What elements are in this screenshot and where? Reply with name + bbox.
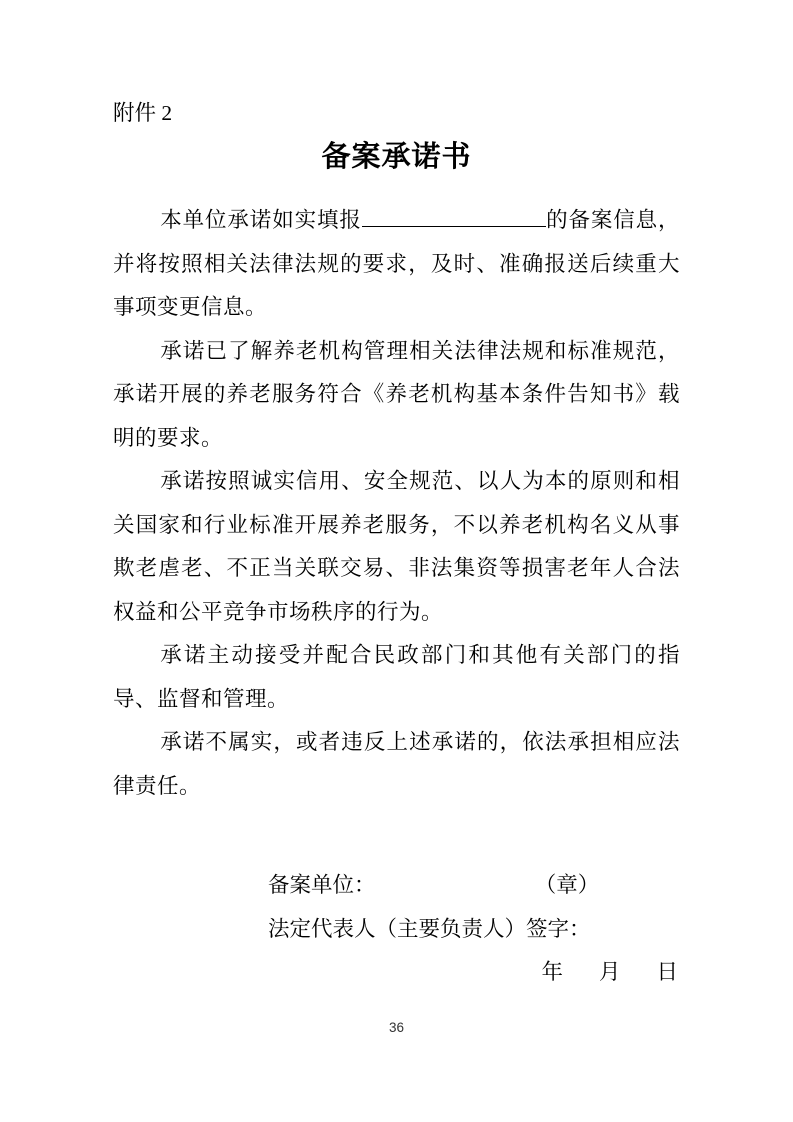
legal-representative-label: 法定代表人（主要负责人）签字：: [268, 916, 591, 941]
fill-in-blank-underline: [362, 205, 546, 228]
paragraph-regulations: 承诺已了解养老机构管理相关法律法规和标准规范，承诺开展的养老服务符合《养老机构基本条件告知书》载明的要求。: [113, 338, 680, 450]
paragraph-principles: 承诺按照诚实信用、安全规范、以人为本的原则和相关国家和行业标准开展养老服务，不以养老机构名义从事欺老虐老、不正当关联交易、非法集资等损害老年人合法权益和公平竞争市场秩序的行为。: [113, 469, 680, 624]
paragraph-commitment-filing: [113, 199, 680, 330]
document-body: [113, 199, 680, 808]
paragraph-text-after-blank: 的备案信息，并将按照相关法律法规的要求，及时、准确报送后续重大事项变更信息。: [113, 208, 680, 319]
document-title: 备案承诺书: [321, 141, 472, 173]
paragraph-liability: 承诺不属实，或者违反上述承诺的，依法承担相应法律责任。: [113, 730, 680, 798]
document-content: [0, 99, 793, 995]
date-month-label: 月: [598, 960, 621, 984]
attachment-label: 附件 2: [113, 101, 173, 125]
seal-label: （章）: [545, 873, 600, 897]
date-year-label: 年: [541, 960, 563, 984]
paragraph-text-before-blank: 本单位承诺如实填报: [160, 208, 362, 232]
signature-representative-row: [268, 908, 680, 952]
paragraph-supervision: 承诺主动接受并配合民政部门和其他有关部门的指导、监督和管理。: [113, 643, 680, 711]
signature-date-row: [268, 951, 680, 995]
signature-block: [268, 864, 680, 995]
date-day-label: 日: [656, 960, 678, 984]
signature-unit-row: [268, 864, 680, 908]
page-number: 36: [388, 1020, 405, 1035]
filing-unit-label: 备案单位：: [268, 873, 376, 897]
